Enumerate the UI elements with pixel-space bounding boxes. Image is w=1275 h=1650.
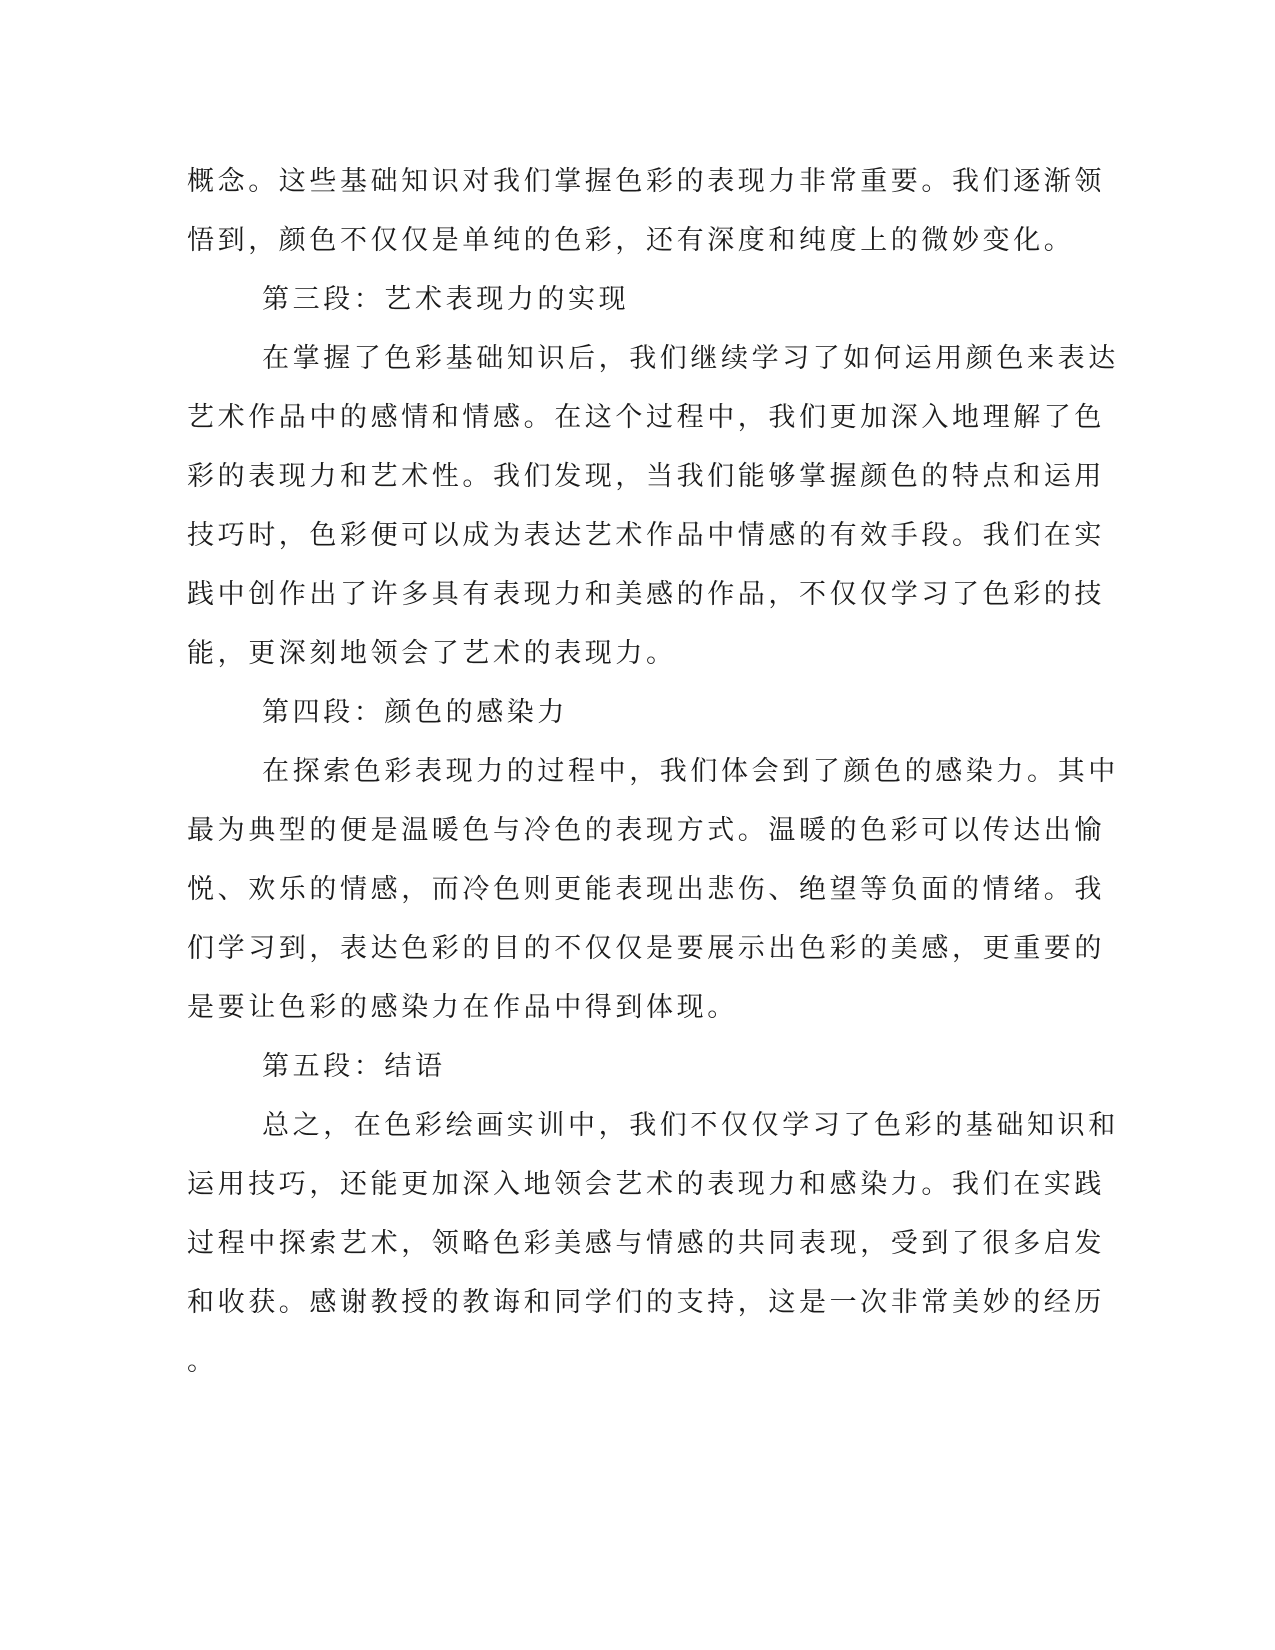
body-text-line: 过程中探索艺术，领略色彩美感与情感的共同表现，受到了很多启发 <box>187 1228 1105 1259</box>
body-text-line: 是要让色彩的感染力在作品中得到体现。 <box>187 992 738 1023</box>
body-text-line: 悟到，颜色不仅仅是单纯的色彩，还有深度和纯度上的微妙变化。 <box>187 225 1075 256</box>
body-text-line: 悦、欢乐的情感，而冷色则更能表现出悲伤、绝望等负面的情绪。我 <box>187 874 1105 905</box>
body-text-line: 们学习到，表达色彩的目的不仅仅是要展示出色彩的美感，更重要的 <box>187 933 1105 964</box>
body-text-line: 最为典型的便是温暖色与冷色的表现方式。温暖的色彩可以传达出愉 <box>187 815 1105 846</box>
body-text-line: 和收获。感谢教授的教诲和同学们的支持，这是一次非常美妙的经历 <box>187 1287 1105 1318</box>
body-text-line: 技巧时，色彩便可以成为表达艺术作品中情感的有效手段。我们在实 <box>187 520 1105 551</box>
body-text-line: 总之，在色彩绘画实训中，我们不仅仅学习了色彩的基础知识和 <box>262 1110 1119 1141</box>
section-heading-5: 第五段：结语 <box>262 1051 446 1082</box>
body-text-line: 。 <box>187 1346 218 1377</box>
body-text-line: 能，更深刻地领会了艺术的表现力。 <box>187 638 677 669</box>
body-text-line: 在掌握了色彩基础知识后，我们继续学习了如何运用颜色来表达 <box>262 343 1119 374</box>
body-text-line: 在探索色彩表现力的过程中，我们体会到了颜色的感染力。其中 <box>262 756 1119 787</box>
section-heading-4: 第四段：颜色的感染力 <box>262 697 568 728</box>
body-text-line: 彩的表现力和艺术性。我们发现，当我们能够掌握颜色的特点和运用 <box>187 461 1105 492</box>
body-text-line: 践中创作出了许多具有表现力和美感的作品，不仅仅学习了色彩的技 <box>187 579 1105 610</box>
body-text-line: 概念。这些基础知识对我们掌握色彩的表现力非常重要。我们逐渐领 <box>187 166 1105 197</box>
section-heading-3: 第三段：艺术表现力的实现 <box>262 284 630 315</box>
body-text-line: 艺术作品中的感情和情感。在这个过程中，我们更加深入地理解了色 <box>187 402 1105 433</box>
body-text-line: 运用技巧，还能更加深入地领会艺术的表现力和感染力。我们在实践 <box>187 1169 1105 1200</box>
